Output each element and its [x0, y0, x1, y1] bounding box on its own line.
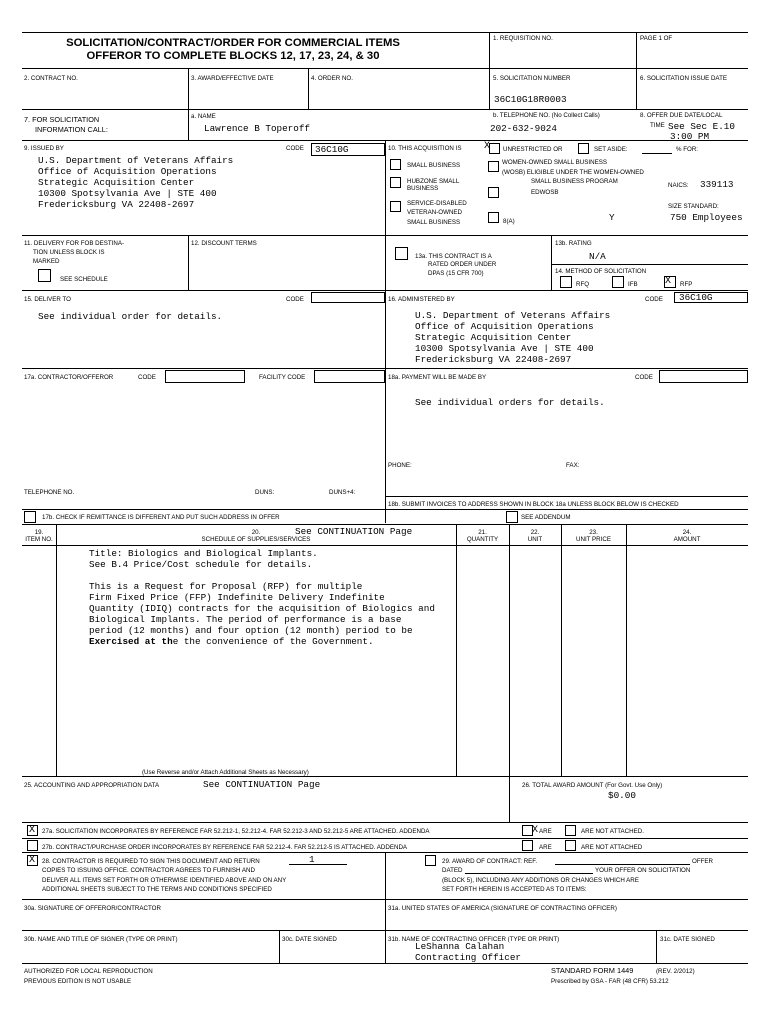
submit-invoices-label: 18b. SUBMIT INVOICES TO ADDRESS SHOWN IN BLOCK 18a UNLESS BLOCK BELOW IS CHECKED	[388, 501, 679, 508]
29-ref-line	[555, 864, 690, 865]
phone-label: PHONE:	[388, 462, 412, 469]
solicitation-number-value[interactable]: 36C10G18R0003	[494, 94, 567, 105]
total-award-label: 26. TOTAL AWARD AMOUNT (For Govt. Use Only)	[522, 782, 663, 789]
requisition-label: 1. REQUISITION NO.	[493, 35, 553, 42]
rule-row27a-top	[22, 822, 748, 823]
29-offer-label: OFFER	[692, 858, 713, 865]
size-standard-label: SIZE STANDARD:	[668, 203, 719, 210]
form-top-border	[22, 32, 748, 33]
payment-label: 18a. PAYMENT WILL BE MADE BY	[388, 374, 487, 381]
date-signed-30c-label: 30c. DATE SIGNED	[282, 936, 337, 943]
administered-by-code-label: CODE	[645, 296, 663, 303]
authorized-reproduction: AUTHORIZED FOR LOCAL REPRODUCTION	[24, 968, 153, 975]
rule-col-page	[636, 32, 637, 109]
col-quantity-number: 21.	[478, 529, 487, 536]
rfq-label: RFQ	[576, 281, 590, 288]
sdvosb-checkbox[interactable]	[390, 201, 401, 212]
29-line-1: 29. AWARD OF CONTRACT: REF.	[442, 858, 538, 865]
see-addendum-label: SEE ADDENDUM	[521, 514, 571, 521]
edwosb-checkbox[interactable]	[488, 187, 499, 198]
administered-by-label: 16. ADMINISTERED BY	[388, 296, 455, 303]
schedule-last-text: e the convenience of the Government.	[172, 636, 374, 647]
rule-col-item	[56, 524, 57, 776]
delivery-label-3: MARKED	[33, 258, 60, 265]
administered-by-line-4: 10300 Spotsylvania Ave | STE 400	[415, 343, 594, 354]
signature-officer-label: 31a. UNITED STATES OF AMERICA (SIGNATURE OF CONTRACTING OFFICER)	[388, 905, 617, 912]
issued-by-line-3: Strategic Acquisition Center	[38, 177, 195, 188]
payment-code-label: CODE	[635, 374, 653, 381]
rule-col-signatures	[385, 852, 386, 963]
29-line-4: SET FORTH HEREIN IS ACCEPTED AS TO ITEMS:	[442, 886, 587, 893]
form-bottom-border	[22, 963, 748, 964]
sdvosb-label-1: SERVICE-DISABLED	[407, 200, 467, 207]
schedule-description: Title: Biologics and Biological Implants. See B.4 Price/Cost schedule for details. This is a Request for Proposal (RFP) for multiple Firm Fixed Price (FFP) Indefinite Delivery Indefinite Quantity (IDIQ) contracts for the acquisition of Biologics and Biological Implants. The period of performance is a base period (12 months) and four option (12 month) period to be	[89, 548, 435, 636]
eight-a-value: Y	[609, 212, 615, 223]
27b-text: 27b. CONTRACT/PURCHASE ORDER INCORPORATES BY REFERENCE FAR 52.212-4. FAR 52.212-5 IS ATTACHED. ADDENDA	[42, 844, 408, 851]
rule-schedule-header-bottom	[22, 545, 748, 546]
rule-row25-top	[22, 776, 748, 777]
accounting-label: 25. ACCOUNTING AND APPROPRIATION DATA	[24, 782, 160, 789]
delivery-label-1: 11. DELIVERY FOR FOB DESTINA-	[24, 240, 125, 247]
wosb-label-1: WOMEN-OWNED SMALL BUSINESS	[502, 159, 607, 166]
small-business-label: SMALL BUSINESS	[407, 162, 461, 169]
eight-a-checkbox[interactable]	[488, 212, 499, 223]
set-aside-checkbox[interactable]	[578, 143, 589, 154]
ifb-checkbox[interactable]	[612, 276, 624, 288]
telephone-no-label: TELEPHONE NO.	[24, 489, 75, 496]
contracting-officer-label: 31b. NAME OF CONTRACTING OFFICER (TYPE OR PRINT)	[388, 936, 560, 943]
naics-value[interactable]: 339113	[700, 179, 734, 190]
rule-col-31c	[656, 930, 657, 963]
telephone-label: b. TELEPHONE NO. (No Collect Calls)	[493, 112, 600, 119]
rating-label: 13b. RATING	[555, 240, 592, 247]
see-schedule-label: SEE SCHEDULE	[60, 276, 108, 283]
deliver-to-label: 15. DELIVER TO	[24, 296, 71, 303]
administered-by-code: 36C10G	[679, 292, 713, 303]
size-standard-value[interactable]: 750 Employees	[670, 212, 743, 223]
contractor-label: 17a. CONTRACTOR/OFFEROR	[24, 374, 114, 381]
for-solicitation-label: 7. FOR SOLICITATION	[24, 115, 100, 124]
issued-by-line-1: U.S. Department of Veterans Affairs	[38, 155, 234, 166]
schedule-continuation: See CONTINUATION Page	[295, 526, 413, 537]
28-line-2: COPIES TO ISSUING OFFICE. CONTRACTOR AGREES TO FURNISH AND	[42, 867, 255, 874]
rule-col-center	[385, 140, 386, 523]
delivery-label-2: TION UNLESS BLOCK IS	[33, 249, 105, 256]
28-check-mark: X	[29, 855, 36, 866]
rule-col-unit	[509, 524, 510, 822]
unrestricted-label: UNRESTRICTED OR	[503, 146, 563, 153]
27b-are-checkbox[interactable]	[522, 840, 533, 851]
order-no-label: 4. ORDER NO.	[311, 75, 353, 82]
wosb-label-3: SMALL BUSINESS PROGRAM	[531, 178, 618, 185]
rule-col-award-date	[188, 68, 189, 140]
offer-due-time-label: TIME	[650, 122, 665, 129]
29-checkbox[interactable]	[425, 855, 436, 866]
27a-are-not-label: ARE NOT ATTACHED.	[581, 828, 644, 835]
28-line-4: ADDITIONAL SHEETS SUBJECT TO THE TERMS AND CONDITIONS SPECIFIED	[42, 886, 272, 893]
total-award-value[interactable]: $0.00	[608, 790, 636, 801]
col-amount-number: 24.	[682, 529, 692, 536]
see-schedule-checkbox[interactable]	[38, 269, 51, 282]
rule-col-discount	[188, 235, 189, 290]
form-subtitle: OFFEROR TO COMPLETE BLOCKS 12, 17, 23, 24, & 30	[86, 50, 380, 62]
acquisition-label: 10. THIS ACQUISITION IS	[388, 145, 462, 152]
col-amount-label: AMOUNT	[673, 536, 701, 543]
telephone-value[interactable]: 202-632-9024	[490, 123, 557, 134]
duns4-label: DUNS+4:	[329, 489, 356, 496]
rated-order-label-1: 13a. THIS CONTRACT IS A	[415, 253, 492, 260]
rating-value[interactable]: N/A	[589, 251, 606, 262]
signature-offeror-label: 30a. SIGNATURE OF OFFEROR/CONTRACTOR	[24, 905, 161, 912]
see-addendum-checkbox[interactable]	[506, 511, 518, 523]
contact-name[interactable]: Lawrence B Toperoff	[204, 123, 311, 134]
issue-date-label: 6. SOLICITATION ISSUE DATE	[640, 75, 727, 82]
administered-by-line-1: U.S. Department of Veterans Affairs	[415, 310, 611, 321]
29-dated-line	[465, 873, 593, 874]
facility-code-label: FACILITY CODE	[259, 374, 306, 381]
27a-are-label: ARE	[539, 828, 552, 835]
issued-by-line-4: 10300 Spotsylvania Ave | STE 400	[38, 188, 217, 199]
29-solicitation-label: YOUR OFFER ON SOLICITATION	[595, 867, 691, 874]
offer-due-time[interactable]: 3:00 PM	[670, 131, 710, 142]
information-call-label: INFORMATION CALL:	[35, 125, 108, 134]
set-aside-percent-line	[642, 153, 672, 154]
28-copies-value[interactable]: 1	[309, 854, 315, 865]
duns-label: DUNS:	[255, 489, 275, 496]
rfp-label: RFP	[680, 281, 693, 288]
payment-text: See individual orders for details.	[415, 397, 605, 408]
accounting-value: See CONTINUATION Page	[203, 779, 321, 790]
award-date-label: 3. AWARD/EFFECTIVE DATE	[191, 75, 274, 82]
contractor-code-label: CODE	[138, 374, 156, 381]
offer-due-date[interactable]: See Sec E.10	[668, 121, 735, 132]
rule-col-order-no	[308, 68, 309, 109]
small-business-checkbox[interactable]	[390, 159, 401, 170]
issued-by-code: 36C10G	[315, 144, 349, 155]
28-line-1: 28. CONTRACTOR IS REQUIRED TO SIGN THIS DOCUMENT AND RETURN	[42, 858, 260, 865]
set-aside-label: SET ASIDE:	[594, 146, 628, 153]
administered-by-line-3: Strategic Acquisition Center	[415, 332, 572, 343]
rated-order-label-3: DPAS (15 CFR 700)	[428, 270, 484, 277]
contracting-officer-title[interactable]: Contracting Officer	[415, 952, 522, 963]
eight-a-label: 8(A)	[503, 218, 515, 225]
offer-due-label: 8. OFFER DUE DATE/LOCAL	[640, 112, 723, 119]
27b-are-not-label: ARE NOT ATTACHED	[581, 844, 643, 851]
rule-row2-top	[22, 68, 748, 69]
payment-code-box[interactable]	[659, 370, 748, 383]
schedule-description-last-line	[89, 636, 374, 647]
col-unit-number: 22.	[530, 529, 540, 536]
wosb-label-2: (WOSB) ELIGIBLE UNDER THE WOMEN-OWNED	[502, 169, 644, 176]
naics-label: NAICS:	[668, 182, 689, 189]
rated-order-checkbox[interactable]	[395, 247, 408, 260]
issued-by-line-5: Fredericksburg VA 22408-2697	[38, 199, 195, 210]
administered-by-line-2: Office of Acquisition Operations	[415, 321, 594, 332]
reverse-sheets-note: (Use Reverse and/or Attach Additional Sheets as Necessary)	[142, 769, 309, 776]
edwosb-label: EDWOSB	[531, 189, 559, 196]
schedule-bold-text: Exercised at th	[89, 636, 173, 647]
rule-schedule-top	[22, 524, 748, 525]
administered-by-line-5: Fredericksburg VA 22408-2697	[415, 354, 572, 365]
deliver-to-code-label: CODE	[286, 296, 304, 303]
discount-terms-label: 12. DISCOUNT TERMS	[191, 240, 257, 247]
fax-label: FAX:	[566, 462, 580, 469]
signer-name-label: 30b. NAME AND TITLE OF SIGNER (TYPE OR PRINT)	[24, 936, 178, 943]
previous-edition: PREVIOUS EDITION IS NOT USABLE	[24, 978, 132, 985]
col-schedule-number: 20.	[251, 529, 261, 536]
col-unit-price-label: UNIT PRICE	[576, 536, 611, 543]
remittance-label: 17b. CHECK IF REMITTANCE IS DIFFERENT AND PUT SUCH ADDRESS IN OFFER	[42, 514, 280, 521]
issued-by-label: 9. ISSUED BY	[24, 145, 64, 152]
name-label: a. NAME	[191, 113, 216, 120]
solicitation-number-label: 5. SOLICITATION NUMBER	[493, 75, 571, 82]
rule-col-unit-price	[561, 524, 562, 776]
rule-method-top	[551, 264, 748, 265]
contract-no-label: 2. CONTRACT NO.	[24, 75, 78, 82]
method-label: 14. METHOD OF SOLICITATION	[555, 268, 647, 275]
rated-order-label-2: RATED ORDER UNDER	[428, 261, 497, 268]
29-dated-label: DATED	[442, 867, 463, 874]
percent-for-label: % FOR:	[676, 146, 699, 153]
27a-are-not-checkbox[interactable]	[565, 825, 576, 836]
28-line-3: DELIVER ALL ITEMS SET FORTH OR OTHERWISE IDENTIFIED ABOVE AND ON ANY	[42, 877, 287, 884]
issued-by-line-2: Office of Acquisition Operations	[38, 166, 217, 177]
contractor-code-box[interactable]	[165, 370, 245, 383]
remittance-checkbox[interactable]	[24, 511, 36, 523]
rfp-check-mark: X	[665, 276, 672, 287]
rule-col-rating	[551, 235, 552, 290]
facility-code-box[interactable]	[314, 370, 385, 383]
unrestricted-check-mark: X	[484, 141, 491, 152]
col-quantity-label: QUANTITY	[466, 536, 499, 543]
27a-check-mark: X	[29, 825, 36, 836]
rule-col-30c	[279, 930, 280, 963]
contracting-officer-name[interactable]: LeShanna Calahan	[415, 941, 505, 952]
wosb-checkbox[interactable]	[488, 161, 499, 172]
form-revision: (REV. 2/2012)	[656, 968, 695, 975]
ifb-label: IFB	[628, 281, 638, 288]
hubzone-label-2: BUSINESS	[407, 185, 439, 192]
form-title: SOLICITATION/CONTRACT/ORDER FOR COMMERCIAL ITEMS	[66, 37, 400, 49]
sdvosb-label-3: SMALL BUSINESS	[407, 219, 461, 226]
unrestricted-checkbox[interactable]	[489, 143, 500, 154]
col-item-no-number: 19.	[34, 529, 44, 536]
standard-form-name: STANDARD FORM 1449	[551, 966, 634, 975]
rfq-checkbox[interactable]	[560, 276, 572, 288]
27b-are-not-checkbox[interactable]	[565, 840, 576, 851]
deliver-to-code-box[interactable]	[311, 292, 385, 303]
hubzone-checkbox[interactable]	[390, 177, 401, 188]
col-schedule-label: SCHEDULE OF SUPPLIES/SERVICES	[201, 536, 311, 543]
27b-are-label: ARE	[539, 844, 552, 851]
29-line-3: (BLOCK 5), INCLUDING ANY ADDITIONS OR CHANGES WHICH ARE	[442, 877, 639, 884]
27a-text: 27a. SOLICITATION INCORPORATES BY REFERENCE FAR 52.212-1, 52.212-4. FAR 52.212-3 AND 52.212-5 ARE ATTACHED. ADDENDA	[42, 828, 430, 835]
issued-by-code-label: CODE	[286, 145, 304, 152]
date-signed-31c-label: 31c. DATE SIGNED	[660, 936, 715, 943]
rule-row7-top	[22, 109, 748, 110]
rule-18b-top	[385, 496, 748, 497]
28-copies-line	[289, 864, 347, 865]
prescribed-by: Prescribed by GSA - FAR (48 CFR) 53.212	[551, 978, 669, 985]
deliver-to-text: See individual order for details.	[38, 311, 223, 322]
sdvosb-label-2: VETERAN-OWNED	[407, 209, 463, 216]
hubzone-label-1: HUBZONE SMALL	[407, 178, 460, 185]
27a-are-check-mark: X	[532, 825, 539, 836]
rule-col-requisition	[489, 32, 490, 109]
col-unit-price-number: 23.	[589, 529, 598, 536]
rule-col-quantity	[456, 524, 457, 776]
rule-col-amount	[626, 524, 627, 776]
page-label: PAGE 1 OF	[640, 35, 673, 42]
27b-checkbox[interactable]	[27, 840, 38, 851]
col-item-no-label: ITEM NO.	[25, 536, 53, 543]
rule-row27b-top	[22, 838, 748, 839]
col-unit-label: UNIT	[527, 536, 543, 543]
